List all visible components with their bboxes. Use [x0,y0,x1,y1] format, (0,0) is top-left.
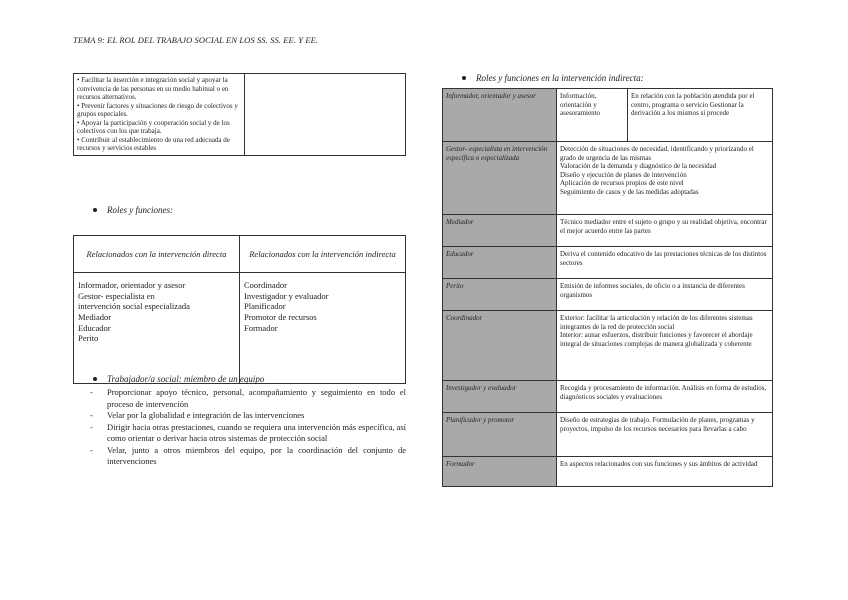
function-row [443,89,773,142]
team-item: - Velar por la globalidad e integración de las intervenciones [90,410,406,422]
description-cell: En aspectos relacionados con sus funciones y sus ámbitos de actividad [557,457,773,487]
description-cell: Técnico mediador entre el sujeto o grupo y su realidad objetiva, encontrar el mejor acuerdo entre las partes [557,215,773,247]
team-item: - Dirigir hacia otras prestaciones, cuando se requiera una intervención más específica, así como orientar o derivar hacia otros sistemas de protección social [90,422,406,445]
role-cell: Educador [443,247,557,279]
indirect-heading-text: Roles y funciones en la intervención indirecta: [476,73,644,83]
role-item: Informador, orientador y asesor [78,280,186,290]
team-list [90,387,406,468]
bullet-icon [93,208,97,212]
function-row [443,413,773,457]
direct-roles-cell [74,273,240,384]
function-row [443,142,773,215]
role-item: intervención social especializada [78,301,190,312]
description-cell: Emisión de informes sociales, de oficio o a instancia de diferentes organismos [557,279,773,311]
objectives-table [73,73,406,156]
function-row [443,457,773,487]
description-cell: Detección de situaciones de necesidad, identificando y priorizando el grado de urgencia de las mismas Valoración de la demanda y diagnóstico de la necesidad Diseño y ejecución de planes de intervención Aplicación de recursos propios de este nivel Seguimiento de casos y de las medidas adoptadas [557,142,773,215]
function-row [443,247,773,279]
team-heading [93,374,264,384]
team-item: - Proporcionar apoyo técnico, personal, acompañamiento y seguimiento en todo el proceso de intervención [90,387,406,410]
sub-right-cell: En relación con la población atendida por el centro, programa o servicio Gestionar la derivación a los mismos si procede [631,92,755,118]
role-item: Promotor de recursos [244,311,317,322]
role-cell: Gestor- especialista en intervención específica o especializada [443,142,557,215]
role-item: Perito [78,333,99,344]
role-cell: Perito [443,279,557,311]
description-cell: Deriva el contenido educativo de las prestaciones técnicas de los distintos sectores [557,247,773,279]
indirect-roles-cell [240,273,406,384]
role-item: Planificador [244,301,286,312]
function-row [443,381,773,413]
role-item: Educador [78,322,111,333]
objective-item: • Contribuir al establecimiento de una red adecuada de recursos y servicios estables [77,135,230,153]
objective-item: • Apoyar la participación y cooperación social y de los colectivos con los que trabaja. [77,118,230,136]
team-item: - Velar, junto a otros miembros del equipo, por la coordinación del conjunto de intervenciones [90,445,406,468]
indirect-heading [462,73,644,83]
role-item: Gestor- especialista en [78,290,155,301]
role-item: Formador [244,322,278,333]
empty-cell [245,74,406,156]
role-item: Mediador [78,311,112,322]
role-cell: Mediador [443,215,557,247]
team-heading-text: Trabajador/a social: miembro de un equipo [107,374,265,384]
roles-heading [93,205,173,215]
roles-heading-text: Roles y funciones: [107,205,173,215]
roles-table [73,235,406,384]
function-row [443,311,773,381]
function-row [443,279,773,311]
role-cell: Planificador y promotor [443,413,557,457]
bullet-icon [93,377,97,381]
objective-item: • Facilitar la inserción e integración social y apoyar la convivencia de las personas en su medio habitual o en recursos alternativos. [77,76,229,102]
functions-table [442,88,773,487]
description-cell: Exterior: facilitar la articulación y relación de los diferentes sistemas integrantes de la red de protección social Interior: aunar esfuerzos, distribuir funciones y favorecer el abordaje integral de situaciones complejas de manera globalizada y coherente [557,311,773,381]
role-cell: Formador [443,457,557,487]
header-direct: Relacionados con la intervención directa [74,236,240,273]
sub-left-cell: Información, orientación y asesoramiento [557,89,628,141]
description-cell: Recogida y procesamiento de información. Análisis en forma de estudios, diagnósticos sociales y evaluaciones [557,381,773,413]
function-row [443,215,773,247]
role-cell: Investigador y evaluador [443,381,557,413]
objective-item: • Prevenir factores y situaciones de riesgo de colectivos y grupos especiales. [77,101,238,119]
bullet-icon [462,76,466,80]
role-item: Investigador y evaluador [244,290,329,301]
role-item: Coordinador [244,280,287,290]
role-cell: Informador, orientador y asesor [443,89,557,142]
page-header: TEMA 9: EL ROL DEL TRABAJO SOCIAL EN LOS SS. SS. EE. Y EE. [73,35,319,45]
objectives-cell [74,74,245,156]
description-cell [557,89,773,142]
header-indirect: Relacionados con la intervención indirecta [240,236,406,273]
description-cell: Diseño de estrategias de trabajo. Formulación de planes, programas y proyectos, impulso de los recursos necesarios para llevarlas a cabo [557,413,773,457]
role-cell: Coordinador [443,311,557,381]
